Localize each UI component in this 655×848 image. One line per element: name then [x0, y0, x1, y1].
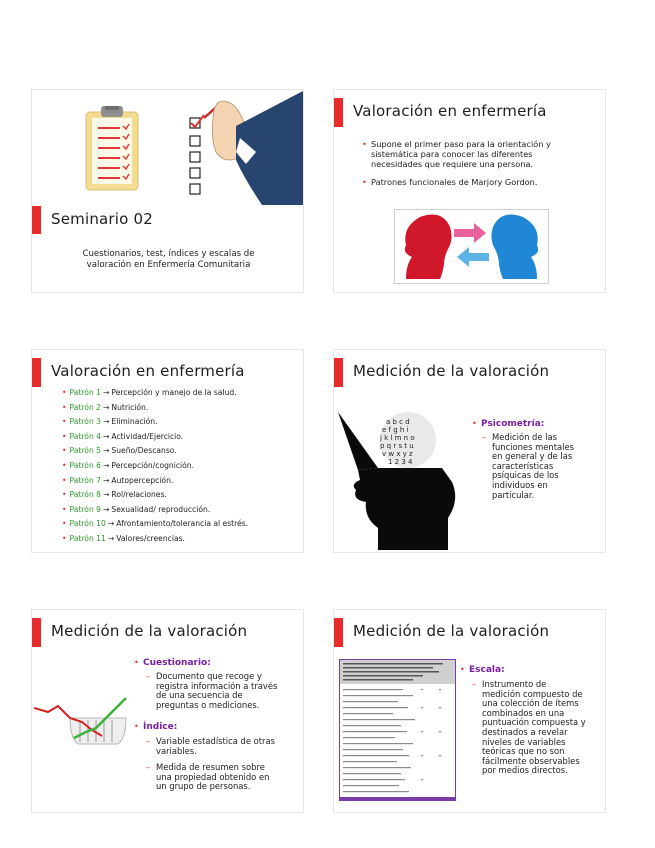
pattern-text: Nutrición.: [111, 402, 149, 412]
cuestionario-heading: Cuestionario:: [143, 658, 211, 668]
bullet-dot: •: [62, 461, 67, 470]
pattern-item: [62, 490, 167, 500]
slide-1: [31, 89, 304, 293]
desc-line: puntuación compuesta y: [482, 717, 586, 728]
title-accent-bar: [334, 618, 343, 647]
svg-text:1 2 3 4: 1 2 3 4: [388, 458, 413, 466]
slide-4: [333, 349, 606, 553]
svg-text:v w x y z: v w x y z: [382, 450, 413, 458]
arrow-icon: →: [103, 417, 110, 427]
pattern-label: Patrón 1: [69, 388, 102, 397]
pattern-label: Patrón 2: [69, 402, 102, 412]
desc-line: funciones mentales: [492, 441, 574, 452]
desc-line: teóricas que no son: [482, 746, 565, 757]
desc-line: Instrumento de: [482, 679, 547, 689]
arrow-icon: →: [103, 446, 110, 456]
pattern-text: Sueño/Descanso.: [111, 446, 177, 456]
title-accent-bar: [334, 98, 343, 127]
pattern-text: Actividad/Ejercicio.: [111, 431, 184, 441]
pattern-text: Rol/relaciones.: [111, 490, 167, 500]
pattern-item: [62, 446, 177, 456]
pattern-label: Patrón 4: [69, 431, 102, 441]
bullet-dot: •: [62, 388, 67, 397]
title-accent-bar: [334, 358, 343, 387]
desc-line: variables.: [156, 745, 197, 756]
bullet-dot: •: [62, 534, 67, 543]
desc-line: registra información a través: [156, 680, 278, 691]
bullet-2: [362, 177, 601, 187]
pattern-item: [62, 461, 194, 471]
pattern-label: Patrón 10: [69, 519, 106, 529]
cuestionario-bullet: [134, 657, 211, 668]
bullet-1-line-1: Supone el primer paso para la orientación y: [371, 139, 551, 149]
slide-2: [333, 89, 606, 293]
desc-line: de una secuencia de: [156, 690, 243, 701]
pattern-label: Patrón 3: [69, 417, 102, 427]
slide-title: Seminario 02: [51, 210, 153, 228]
bullet-dot: •: [62, 431, 67, 441]
scale-form-thumbnail-icon: [339, 659, 456, 801]
bullet-1-line-3: necesidades que requiere una persona.: [371, 159, 534, 169]
bullet-dot: •: [62, 402, 67, 412]
desc-line: Medición de las: [492, 432, 558, 442]
bullet-dot: •: [62, 446, 67, 456]
desc-line: preguntas o mediciones.: [156, 699, 260, 710]
pattern-label: Patrón 6: [69, 461, 102, 470]
bullet-2-text: Patrones funcionales de Marjory Gordon.: [371, 177, 538, 187]
arrow-icon: →: [103, 490, 110, 500]
arrow-icon: →: [103, 504, 110, 514]
pattern-text: Valores/creencias.: [116, 534, 185, 543]
head-profile-icon: [338, 410, 468, 550]
sub-dash: –: [482, 432, 487, 442]
pattern-text: Afrontamiento/tolerancia al estrés.: [116, 519, 249, 529]
escala-heading: Escala:: [469, 665, 505, 675]
pattern-label: Patrón 8: [69, 490, 102, 500]
pattern-item: [62, 432, 183, 442]
slide-title: Medición de la valoración: [353, 362, 550, 380]
arrow-icon: →: [103, 461, 110, 470]
slide-6: [333, 609, 606, 813]
subtitle-line-1: Cuestionarios, test, índices y escalas de: [82, 249, 255, 259]
desc-line: Medida de resumen sobre: [156, 762, 265, 772]
svg-text:j k l m n o: j k l m n o: [380, 434, 415, 442]
desc-line: un grupo de personas.: [156, 781, 251, 792]
pattern-item: [62, 505, 210, 515]
pattern-item: [62, 388, 237, 398]
arrow-icon: →: [107, 519, 115, 529]
slide-title: Valoración en enfermería: [353, 102, 547, 120]
desc-line: destinados a revelar: [482, 726, 568, 737]
desc-line: fácilmente observables: [482, 755, 580, 766]
sub-dash: –: [146, 762, 151, 772]
title-accent-bar: [32, 618, 41, 647]
escala-desc: [472, 679, 604, 776]
desc-line: una colección de ítems: [482, 698, 579, 709]
bullet-dot: •: [134, 721, 139, 731]
pattern-label: Patrón 7: [69, 475, 102, 485]
bullet-dot: •: [460, 664, 465, 674]
desc-line: Documento que recoge y: [156, 671, 262, 681]
cuestionario-desc: [146, 671, 301, 710]
desc-line: Variable estadística de otras: [156, 736, 275, 746]
title-accent-bar: [32, 358, 41, 387]
svg-text:a b c d: a b c d: [386, 418, 410, 426]
indice-bullet: [134, 721, 178, 732]
pattern-text: Autopercepción.: [111, 475, 174, 485]
clipboard-checklist-icon: [84, 106, 142, 192]
subtitle: [32, 249, 304, 270]
desc-line: por medios directos.: [482, 765, 568, 776]
bullet-dot: •: [362, 177, 367, 187]
sub-dash: –: [146, 671, 151, 681]
arrow-icon: →: [103, 388, 110, 397]
slide-3: [31, 349, 304, 553]
desc-line: en general y de las: [492, 451, 573, 462]
pattern-text: Percepción y manejo de la salud.: [111, 388, 237, 397]
pattern-item: [62, 417, 158, 427]
slide-title: Valoración en enfermería: [51, 362, 245, 380]
pattern-item: [62, 403, 148, 413]
bullet-dot: •: [62, 475, 67, 485]
pattern-text: Percepción/cognición.: [111, 461, 195, 470]
sub-dash: –: [146, 736, 151, 746]
bullet-dot: •: [134, 657, 139, 667]
psicometria-bullet: [472, 418, 545, 429]
bullet-dot: •: [62, 417, 67, 427]
arrow-icon: →: [103, 475, 110, 485]
bullet-1: [362, 139, 601, 169]
slide-5: [31, 609, 304, 813]
svg-text:e f g h i: e f g h i: [382, 426, 409, 434]
subtitle-line-2: valoración en Enfermería Comunitaria: [86, 259, 251, 270]
psicometria-heading: Psicometría:: [481, 419, 545, 429]
pattern-item: [62, 476, 173, 486]
arrow-icon: →: [103, 402, 110, 412]
pattern-label: Patrón 9: [69, 504, 102, 514]
pattern-item: [62, 519, 248, 529]
slide-title: Medición de la valoración: [51, 622, 248, 640]
psicometria-desc: [482, 432, 602, 500]
hand-checkbox-icon: [184, 90, 304, 205]
arrow-icon: →: [107, 534, 115, 543]
bullet-dot: •: [472, 418, 477, 428]
bullet-dot: •: [362, 139, 367, 149]
two-heads-exchange-icon: [394, 209, 549, 284]
pattern-label: Patrón 11: [69, 534, 106, 543]
desc-line: una propiedad obtenido en: [156, 771, 270, 782]
title-accent-bar: [32, 206, 41, 234]
arrow-icon: →: [103, 431, 110, 441]
pattern-label: Patrón 5: [69, 446, 102, 456]
desc-line: particular.: [492, 489, 535, 500]
desc-line: características: [492, 460, 554, 471]
indice-desc-1: [146, 736, 301, 756]
pattern-item: [62, 534, 185, 544]
trend-chart-icon: [34, 688, 129, 748]
sub-dash: –: [472, 679, 477, 689]
svg-text:p q r s t u: p q r s t u: [380, 442, 414, 450]
pattern-text: Sexualidad/ reproducción.: [111, 504, 211, 514]
desc-line: medición compuesto de: [482, 688, 583, 699]
desc-line: psíquicas de los: [492, 470, 559, 481]
bullet-dot: •: [62, 490, 67, 500]
desc-line: combinados en una: [482, 707, 565, 718]
bullet-dot: •: [62, 504, 67, 514]
bullet-1-line-2: sistemática para conocer las diferentes: [371, 149, 533, 159]
indice-desc-2: [146, 762, 301, 792]
desc-line: individuos en: [492, 479, 548, 490]
slide-title: Medición de la valoración: [353, 622, 550, 640]
bullet-dot: •: [62, 519, 67, 529]
indice-heading: Índice:: [143, 722, 178, 732]
desc-line: niveles de variables: [482, 736, 566, 747]
escala-bullet: [460, 664, 505, 675]
pattern-text: Eliminación.: [111, 417, 158, 427]
